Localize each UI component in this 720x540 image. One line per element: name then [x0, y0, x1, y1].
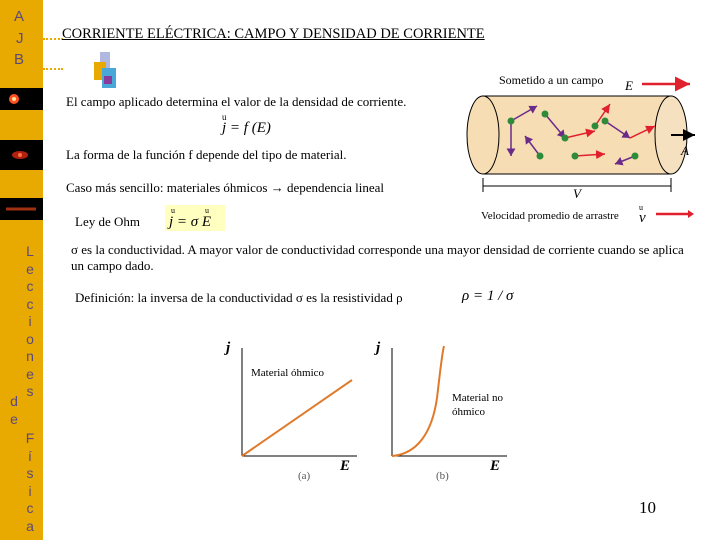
divider [43, 68, 63, 70]
field-label: Sometido a un campo [499, 73, 604, 87]
area-label: A [681, 143, 689, 158]
glow-icon [0, 198, 43, 220]
glow-icon [0, 140, 43, 170]
text-line-3: Caso más sencillo: materiales óhmicos → dependencia lineal [66, 180, 385, 195]
sidebar-de [6, 393, 22, 428]
sidebar-letter: í [28, 447, 32, 464]
sidebar-letter: d [10, 393, 18, 409]
drift-label: Velocidad promedio de arrastre [481, 210, 619, 222]
sidebar-letter: e [10, 410, 18, 427]
sidebar-letter: J [16, 30, 24, 47]
sidebar-letter: i [28, 313, 32, 329]
sidebar-letter: B [14, 51, 25, 68]
formula-ohm [165, 205, 225, 231]
sidebar-letter: L [26, 243, 34, 259]
graph-a-caption: (a) [298, 470, 311, 482]
sidebar [0, 0, 43, 540]
formula-ohm-text: j = σ E [169, 214, 212, 230]
formula-f [220, 112, 286, 138]
sidebar-letter: i [28, 482, 32, 499]
ohm-label: Ley de Ohm [75, 214, 140, 229]
sidebar-lecciones [22, 243, 38, 401]
formula-f-text: j = f (E) [222, 120, 271, 136]
ohmic-label: Material óhmico [251, 367, 325, 379]
sidebar-letter: s [26, 465, 34, 481]
ohm-formula-box [165, 205, 225, 231]
drift-symbol-text: v [639, 210, 646, 226]
svg-text:u: u [205, 206, 209, 215]
graph-b-caption: (b) [436, 470, 449, 482]
graph-b-xlabel: E [490, 458, 501, 474]
graph-b-ylabel: j [376, 340, 381, 356]
graph-b-curve [392, 346, 444, 456]
page-title: CORRIENTE ELÉCTRICA: CAMPO Y DENSIDAD DE CORRIENTE [62, 26, 485, 42]
page-number: 10 [639, 498, 656, 517]
field-symbol: E [625, 78, 633, 93]
text-line-2: La forma de la función f depende del tipo de material. [66, 147, 347, 162]
conductivity-text: σ es la conductividad. A mayor valor de conductividad corresponde una mayor densidad de corriente cuando se aplica un campo dado. [71, 242, 684, 273]
glow-block [0, 140, 43, 170]
graph-a-line [242, 380, 352, 456]
svg-text:u: u [639, 204, 643, 212]
sidebar-letter: A [14, 8, 25, 25]
sidebar-letter: s [26, 383, 34, 399]
glow-icon [0, 88, 43, 110]
graph-a-xlabel: E [340, 458, 351, 474]
sidebar-letter: a [26, 517, 34, 534]
conductor-figure [455, 66, 705, 201]
graph-ohmic [222, 338, 362, 483]
logo-icon [90, 50, 122, 90]
sidebar-fisica [22, 430, 38, 535]
graph-a-ylabel: j [226, 340, 231, 356]
sidebar-letter: n [26, 348, 34, 364]
formula-rho: ρ = 1 / σ [462, 288, 514, 304]
length-label: V [573, 186, 581, 201]
sidebar-letter: o [26, 330, 34, 347]
drift-symbol [636, 204, 696, 226]
nonohmic-label: Material no óhmico [452, 392, 504, 418]
sidebar-letter: e [26, 260, 34, 277]
sidebar-letter: c [26, 278, 34, 294]
definition-text: Definición: la inversa de la conductividad σ es la resistividad ρ [75, 290, 403, 305]
glow-block [0, 198, 43, 220]
text-line-1: El campo aplicado determina el valor de la densidad de corriente. [66, 94, 407, 109]
svg-text:u: u [222, 112, 227, 122]
divider [43, 38, 63, 40]
glow-block [0, 88, 43, 110]
sidebar-letter: c [26, 500, 34, 516]
sidebar-letter: c [26, 295, 34, 312]
sidebar-letter: e [26, 365, 34, 382]
svg-text:u: u [171, 206, 175, 215]
sidebar-letter: F [25, 430, 35, 446]
